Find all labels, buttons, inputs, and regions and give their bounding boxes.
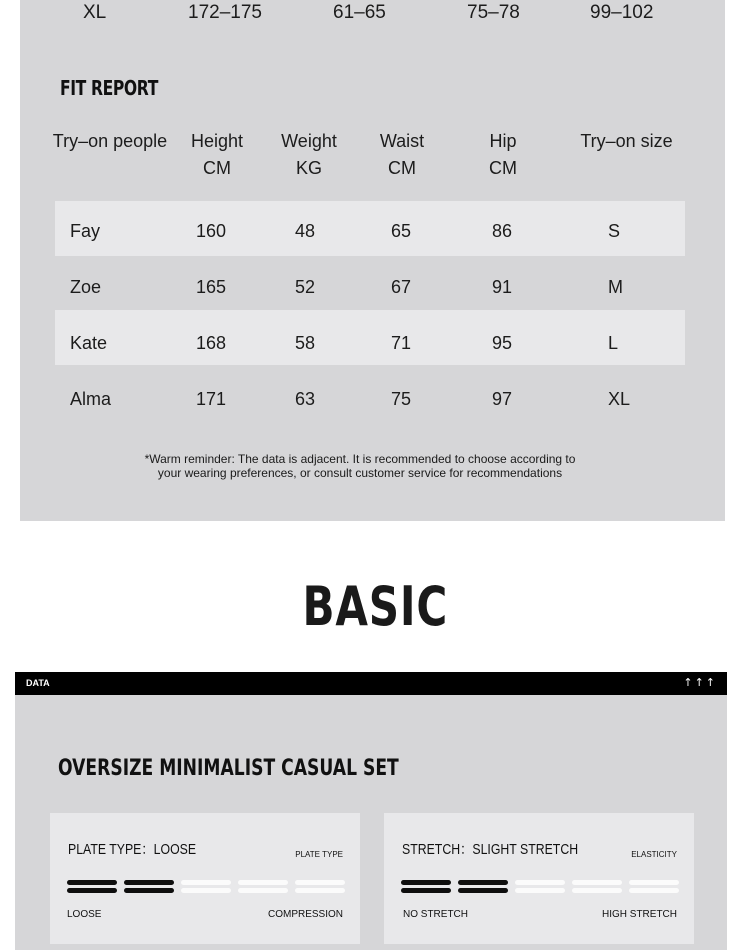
plate-type-card (50, 813, 360, 944)
table-cell-height: 165 (196, 277, 227, 297)
fit-report-title: FIT REPORT (60, 76, 158, 100)
table-cell-size: M (608, 277, 623, 297)
scale-segment-empty (295, 880, 345, 893)
table-cell-hip: 95 (492, 333, 513, 353)
product-title: OVERSIZE MINIMALIST CASUAL SET (58, 756, 399, 781)
table-cell-height: 168 (196, 333, 227, 353)
table-cell-weight: 52 (295, 277, 316, 297)
table-row-stripe (55, 201, 685, 256)
table-cell-weight: 48 (295, 221, 316, 241)
arrows-group (683, 676, 715, 689)
card-title: STRETCH：SLIGHT STRETCH (402, 841, 579, 858)
scale-segment-filled (124, 880, 174, 893)
header-waist: Waist CM (379, 131, 425, 178)
table-row-stripe (55, 310, 685, 365)
card-tag: ELASTICITY (631, 850, 677, 859)
size-chart-cell-size: XL (83, 2, 107, 23)
data-bar (15, 672, 727, 695)
table-cell-weight: 63 (295, 389, 316, 409)
rating-scale (67, 880, 345, 893)
table-cell-waist: 71 (391, 333, 412, 353)
size-chart-cell-height: 172–175 (188, 2, 262, 23)
table-cell-size: XL (608, 389, 631, 409)
table-cell-waist: 67 (391, 277, 412, 297)
up-arrow-icon: ↑ (694, 676, 704, 689)
scale-segment-empty (238, 880, 288, 893)
card-title: PLATE TYPE：LOOSE (68, 841, 197, 858)
up-arrow-icon: ↑ (705, 676, 715, 689)
table-cell-name: Kate (70, 333, 108, 353)
stretch-card (384, 813, 694, 944)
header-try-on-size: Try–on size (580, 131, 673, 151)
header-height: Height CM (190, 131, 244, 178)
table-cell-waist: 75 (391, 389, 412, 409)
scale-segment-filled (458, 880, 508, 893)
card-tag: PLATE TYPE (295, 850, 343, 859)
size-chart-cell-weight: 61–65 (333, 2, 386, 23)
table-cell-waist: 65 (391, 221, 412, 241)
header-weight: Weight KG (281, 131, 337, 178)
scale-segment-empty (629, 880, 679, 893)
table-cell-size: S (608, 221, 621, 241)
warm-reminder-note: *Warm reminder: The data is adjacent. It is recommended to choose according to your wearing preferences, or consult customer service for recommendations (144, 452, 576, 480)
scale-segment-filled (67, 880, 117, 893)
table-cell-height: 171 (196, 389, 227, 409)
scale-right-label: HIGH STRETCH (602, 909, 677, 920)
scale-segment-filled (401, 880, 451, 893)
table-cell-hip: 91 (492, 277, 513, 297)
header-hip: Hip CM (489, 131, 517, 178)
table-cell-hip: 86 (492, 221, 513, 241)
table-cell-weight: 58 (295, 333, 316, 353)
table-cell-name: Alma (70, 389, 112, 409)
table-cell-size: L (608, 333, 619, 353)
table-cell-name: Fay (70, 221, 101, 241)
table-cell-height: 160 (196, 221, 227, 241)
scale-segment-empty (515, 880, 565, 893)
header-try-on-people: Try–on people (52, 131, 168, 151)
rating-scale (401, 880, 679, 893)
size-chart-cell-waist: 75–78 (467, 2, 520, 23)
data-label: DATA (26, 678, 50, 688)
table-cell-name: Zoe (70, 277, 102, 297)
scale-left-label: LOOSE (67, 909, 102, 920)
scale-segment-empty (572, 880, 622, 893)
size-chart-cell-hip: 99–102 (590, 2, 654, 23)
scale-segment-empty (181, 880, 231, 893)
table-cell-hip: 97 (492, 389, 513, 409)
scale-right-label: COMPRESSION (267, 909, 343, 920)
scale-left-label: NO STRETCH (403, 909, 468, 920)
up-arrow-icon: ↑ (683, 676, 693, 689)
basic-heading: BASIC (302, 575, 448, 638)
